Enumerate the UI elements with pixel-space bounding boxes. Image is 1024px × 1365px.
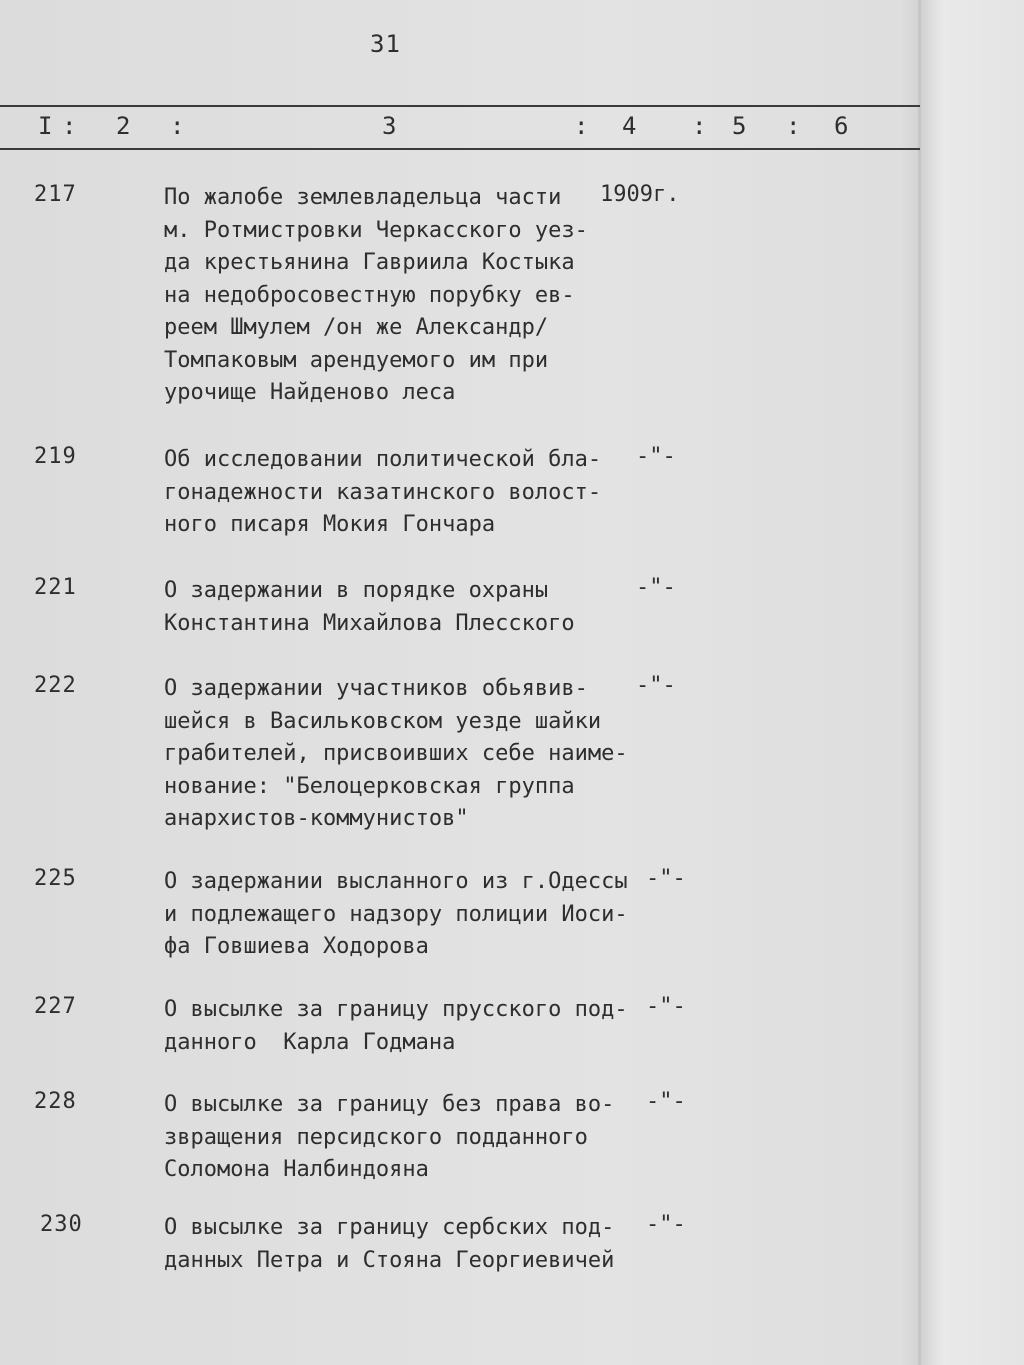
record-title-line: Об исследовании политической бла-: [164, 447, 602, 472]
record-title-line: О высылке за границу прусского под-: [164, 997, 628, 1022]
record-title-line: Константина Михайлова Плесского: [164, 610, 575, 636]
column-header-2: 2: [116, 112, 131, 140]
record-title-line: реем Шмулем /он же Александр/: [164, 315, 549, 340]
record-number: 230: [40, 1212, 83, 1237]
record-title-line: По жалобе землевладельца части: [164, 185, 562, 210]
record-title-line: звращения персидского подданного: [164, 1124, 588, 1150]
column-separator: :: [692, 112, 707, 140]
column-header-5: 5: [732, 112, 747, 140]
column-separator: :: [786, 112, 801, 140]
record-title-line: гонадежности казатинского волост-: [164, 479, 602, 505]
record-title-line: урочище Найденово леса: [164, 380, 456, 405]
record-title-line: Томпаковым арендуемого им при: [164, 347, 549, 373]
record-title-line: на недобросовестную порубку ев-: [164, 282, 575, 308]
column-header-4: 4: [622, 112, 637, 140]
record-date-ditto: -"-: [646, 1212, 686, 1237]
record-date: 1909г.: [600, 182, 680, 207]
header-rule-bottom: [0, 148, 920, 150]
record-title: [164, 673, 628, 836]
record-number: 217: [34, 182, 77, 207]
record-number: 225: [34, 866, 77, 891]
record-title: [164, 575, 575, 640]
record-title-line: шейся в Васильковском уезде шайки: [164, 708, 602, 734]
column-separator: :: [170, 112, 185, 140]
record-number: 222: [34, 673, 77, 698]
record-date-ditto: -"-: [646, 994, 686, 1019]
record-title-line: О задержании в порядке охраны: [164, 578, 549, 603]
record-title-line: и подлежащего надзору полиции Иоси-: [164, 901, 628, 927]
record-date-ditto: -"-: [646, 1089, 686, 1114]
record-number: 219: [34, 444, 77, 469]
record-title-line: да крестьянина Гавриила Костыка: [164, 250, 575, 275]
column-separator: :: [574, 112, 589, 140]
record-title-line: данных Петра и Стояна Георгиевичей: [164, 1247, 615, 1273]
record-date-ditto: -"-: [636, 673, 676, 698]
record-title-line: Соломона Налбиндояна: [164, 1157, 429, 1182]
record-date-ditto: -"-: [636, 575, 676, 600]
record-title-line: О высылке за границу сербских под-: [164, 1215, 615, 1240]
record-title-line: фа Говшиева Ходорова: [164, 934, 429, 959]
record-title: [164, 444, 601, 542]
record-title-line: О задержании участников обьявив-: [164, 676, 588, 701]
column-header-6: 6: [834, 112, 849, 140]
column-header-1: I: [38, 112, 53, 140]
page-edge-shadow: [918, 0, 921, 1365]
header-rule-top: [0, 105, 920, 107]
record-title: [164, 866, 628, 964]
column-header-3: 3: [382, 112, 397, 140]
page-number: 31: [370, 30, 401, 58]
record-title-line: м. Ротмистровки Черкасского уез-: [164, 217, 588, 243]
record-title: [164, 182, 588, 410]
record-title-line: О задержании высланного из г.Одессы: [164, 869, 628, 894]
record-title-line: нование: "Белоцерковская группа: [164, 773, 575, 799]
record-title: [164, 1212, 614, 1277]
column-separator: :: [62, 112, 77, 140]
record-title-line: О высылке за границу без права во-: [164, 1092, 615, 1117]
record-number: 221: [34, 575, 77, 600]
record-title: [164, 1089, 614, 1187]
record-title-line: анархистов-коммунистов": [164, 806, 469, 831]
record-title-line: данного Карла Годмана: [164, 1029, 456, 1055]
record-title: [164, 994, 628, 1059]
record-date-ditto: -"-: [646, 866, 686, 891]
record-date-ditto: -"-: [636, 444, 676, 469]
record-number: 228: [34, 1089, 77, 1114]
record-title-line: ного писаря Мокия Гончара: [164, 512, 496, 537]
record-number: 227: [34, 994, 77, 1019]
record-title-line: грабителей, присвоивших себе наиме-: [164, 741, 628, 766]
